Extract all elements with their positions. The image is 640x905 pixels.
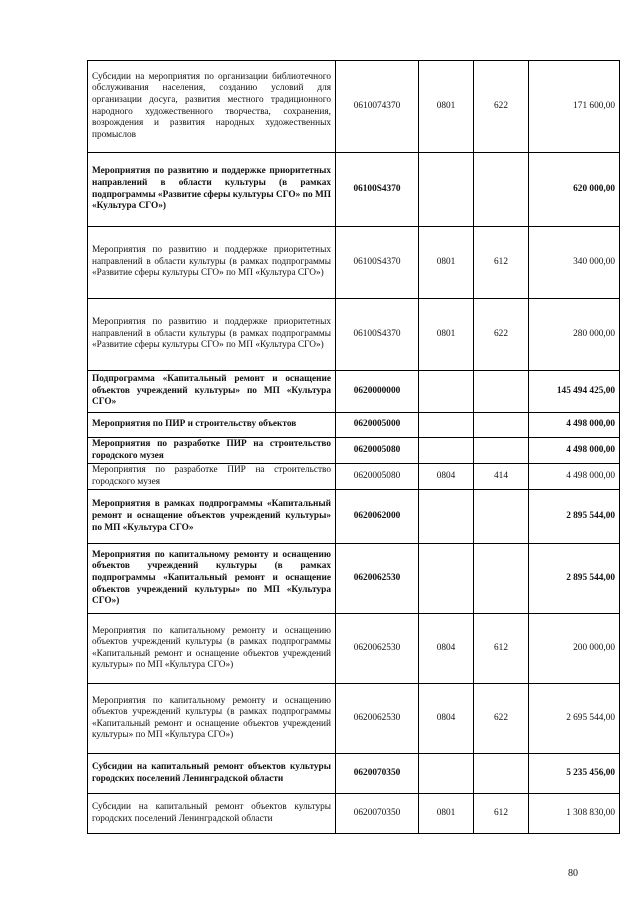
row-code-cell: 0610074370 [336, 61, 419, 153]
row-code-cell: 0620062530 [336, 544, 419, 614]
row-type-cell: 414 [474, 464, 529, 490]
row-section-cell: 0801 [419, 61, 474, 153]
row-type-cell: 622 [474, 684, 529, 754]
table-row [88, 754, 620, 794]
row-amount-cell: 171 600,00 [529, 61, 620, 153]
row-type-cell [474, 438, 529, 464]
row-code-cell: 06100S4370 [336, 227, 419, 299]
budget-table-body [88, 61, 620, 834]
table-row [88, 227, 620, 299]
row-amount-cell: 4 498 000,00 [529, 413, 620, 438]
row-name-cell: Мероприятия по разработке ПИР на строительство городского музея [88, 464, 336, 490]
row-type-cell [474, 490, 529, 544]
row-name-cell: Мероприятия по развитию и поддержке приоритетных направлений в области культуры (в рамках подпрограммы «Развитие сферы культуры СГО» по МП «Культура СГО») [88, 227, 336, 299]
table-row [88, 61, 620, 153]
row-type-cell [474, 153, 529, 227]
row-code-cell: 0620005000 [336, 413, 419, 438]
row-amount-cell: 620 000,00 [529, 153, 620, 227]
row-code-cell: 0620000000 [336, 371, 419, 413]
row-section-cell [419, 754, 474, 794]
row-type-cell: 622 [474, 299, 529, 371]
table-row [88, 544, 620, 614]
row-amount-cell: 280 000,00 [529, 299, 620, 371]
row-type-cell [474, 413, 529, 438]
row-name-cell: Мероприятия по развитию и поддержке приоритетных направлений в области культуры (в рамках подпрограммы «Развитие сферы культуры СГО» по МП «Культура СГО») [88, 153, 336, 227]
table-row [88, 490, 620, 544]
row-amount-cell: 4 498 000,00 [529, 438, 620, 464]
row-code-cell: 0620070350 [336, 794, 419, 834]
row-section-cell: 0804 [419, 464, 474, 490]
row-amount-cell: 5 235 456,00 [529, 754, 620, 794]
row-section-cell [419, 153, 474, 227]
table-row [88, 153, 620, 227]
row-type-cell [474, 371, 529, 413]
row-type-cell: 612 [474, 227, 529, 299]
row-code-cell: 0620070350 [336, 754, 419, 794]
row-amount-cell: 2 895 544,00 [529, 544, 620, 614]
row-section-cell [419, 438, 474, 464]
row-code-cell: 0620062000 [336, 490, 419, 544]
row-section-cell: 0801 [419, 227, 474, 299]
row-type-cell [474, 544, 529, 614]
row-section-cell [419, 413, 474, 438]
row-name-cell: Мероприятия по капитальному ремонту и оснащению объектов учреждений культуры (в рамках подпрограммы «Капитальный ремонт и оснащение объектов учреждений культуры» по МП «Культура СГО») [88, 684, 336, 754]
row-name-cell: Мероприятия по разработке ПИР на строительство городского музея [88, 438, 336, 464]
table-row [88, 684, 620, 754]
row-type-cell: 612 [474, 794, 529, 834]
row-type-cell [474, 754, 529, 794]
row-type-cell: 612 [474, 614, 529, 684]
row-section-cell: 0801 [419, 794, 474, 834]
row-section-cell [419, 371, 474, 413]
row-amount-cell: 340 000,00 [529, 227, 620, 299]
row-name-cell: Мероприятия по капитальному ремонту и оснащению объектов учреждений культуры (в рамках подпрограммы «Капитальный ремонт и оснащение объектов учреждений культуры» по МП «Культура СГО») [88, 614, 336, 684]
row-name-cell: Субсидии на мероприятия по организации библиотечного обслуживания населения, созданию условий для организации досуга, развития местного традиционного народного художественного творчества, сохранения, возрождения и развития народных художественных промыслов [88, 61, 336, 153]
row-name-cell: Мероприятия в рамках подпрограммы «Капитальный ремонт и оснащение объектов учреждений культуры» по МП «Культура СГО» [88, 490, 336, 544]
row-section-cell: 0804 [419, 614, 474, 684]
row-name-cell: Субсидии на капитальный ремонт объектов культуры городских поселений Ленинградской области [88, 754, 336, 794]
row-code-cell: 06100S4370 [336, 299, 419, 371]
row-code-cell: 0620005080 [336, 464, 419, 490]
row-section-cell [419, 490, 474, 544]
row-amount-cell: 2 895 544,00 [529, 490, 620, 544]
row-amount-cell: 145 494 425,00 [529, 371, 620, 413]
row-name-cell: Подпрограмма «Капитальный ремонт и оснащение объектов учреждений культуры» по МП «Культура СГО» [88, 371, 336, 413]
row-section-cell: 0804 [419, 684, 474, 754]
row-amount-cell: 4 498 000,00 [529, 464, 620, 490]
table-row [88, 438, 620, 464]
row-name-cell: Мероприятия по капитальному ремонту и оснащению объектов учреждений культуры (в рамках подпрограммы «Капитальный ремонт и оснащение объектов учреждений культуры» по МП «Культура СГО») [88, 544, 336, 614]
row-name-cell: Мероприятия по ПИР и строительству объектов [88, 413, 336, 438]
row-type-cell: 622 [474, 61, 529, 153]
row-name-cell: Мероприятия по развитию и поддержке приоритетных направлений в области культуры (в рамках подпрограммы «Развитие сферы культуры СГО» по МП «Культура СГО») [88, 299, 336, 371]
table-row [88, 794, 620, 834]
table-row [88, 614, 620, 684]
table-row [88, 413, 620, 438]
page-number: 80 [568, 868, 578, 879]
row-code-cell: 0620062530 [336, 684, 419, 754]
table-row [88, 464, 620, 490]
row-code-cell: 0620062530 [336, 614, 419, 684]
row-code-cell: 0620005080 [336, 438, 419, 464]
row-amount-cell: 200 000,00 [529, 614, 620, 684]
table-row [88, 371, 620, 413]
row-code-cell: 06100S4370 [336, 153, 419, 227]
row-amount-cell: 1 308 830,00 [529, 794, 620, 834]
table-row [88, 299, 620, 371]
budget-table [87, 60, 620, 834]
row-name-cell: Субсидии на капитальный ремонт объектов культуры городских поселений Ленинградской области [88, 794, 336, 834]
row-section-cell [419, 544, 474, 614]
row-amount-cell: 2 695 544,00 [529, 684, 620, 754]
row-section-cell: 0801 [419, 299, 474, 371]
